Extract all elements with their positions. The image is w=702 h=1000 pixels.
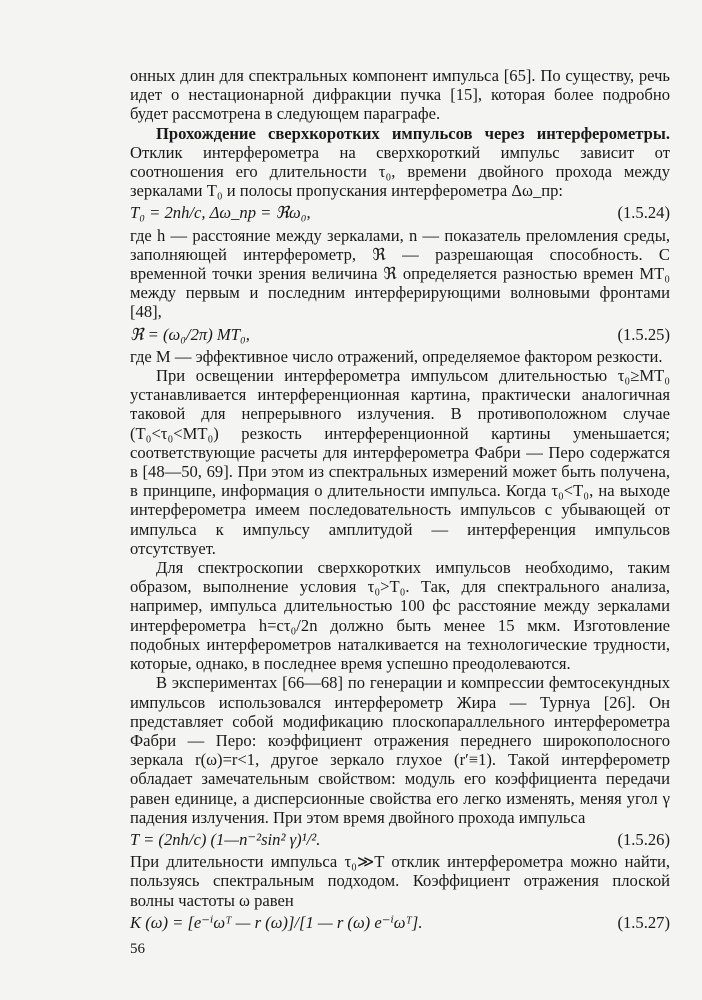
paragraph-illumination: При освещении интерферометра импульсом длительностью τ₀≥MT₀ устанавливается интерференционная картина, практически аналогичная таковой для непрерывного излучения. В противоположном случае (T₀<τ₀<MT₀) резкость интерференционной картины уменьшается; соответствующие расчеты для интерферометра Фабри — Перо содержатся в [48—50, 69]. При этом из спектральных измерений может быть получена, в принципе, информация о длительности импульса. Когда τ₀<T₀, на выходе интерферометра имеем последовательность импульсов с убывающей от импульса к импульсу амплитудой — интерференция импульсов отсутствует.: [130, 366, 670, 558]
equation-formula: K (ω) = [e⁻ⁱωᵀ — r (ω)]/[1 — r (ω) e⁻ⁱωᵀ].: [130, 912, 423, 932]
equation-1-5-27: [130, 913, 670, 932]
equation-1-5-25: [130, 325, 670, 344]
equation-formula: ℜ = (ω₀/2π) MT₀,: [130, 324, 250, 344]
equation-number: (1.5.24): [617, 203, 670, 223]
paragraph-after-eq2: где M — эффективное число отражений, определяемое фактором резкости.: [130, 346, 663, 366]
paragraph-intro: онных длин для спектральных компонент импульса [65]. По существу, речь идет о нестационарной дифракции пучка [15], которая более подробно будет рассмотрена в следующем параграфе.: [130, 66, 670, 124]
page-number: 56: [130, 941, 145, 957]
paragraph-after-eq3: При длительности импульса τ₀≫T отклик интерферометра можно найти, пользуясь спектральным подходом. Коэффициент отражения плоской волны частоты ω равен: [130, 852, 670, 910]
paragraph-interferometers: [130, 124, 670, 201]
paragraph-experiments: В экспериментах [66—68] по генерации и компрессии фемтосекундных импульсов использовался интерферометр Жира — Турнуа [26]. Он представляет собой модификацию плоскопараллельного интерферометра Фабри — Перо: коэффициент отражения переднего широкополосного зеркала r(ω)=r<1, другое зеркало глухое (r′≡1). Такой интерферометр обладает замечательным свойством: модуль его коэффициента передачи равен единице, а дисперсионные свойства его легко изменять, меняя угол γ падения излучения. При этом время двойного прохода импульса: [130, 673, 670, 827]
section-heading: Прохождение сверхкоротких импульсов через интерферометры.: [156, 123, 670, 143]
paragraph-spectroscopy: Для спектроскопии сверхкоротких импульсов необходимо, таким образом, выполнение условия τ₀>T₀. Так, для спектрального анализа, например, импульса длительностью 100 фс расстояние между зеркалами интерферометра h=cτ₀/2n должно быть менее 15 мкм. Изготовление подобных интерферометров наталкивается на технологические трудности, которые, однако, в последнее время успешно преодолеваются.: [130, 558, 670, 674]
equation-1-5-24: [130, 203, 670, 222]
equation-formula: T = (2nh/c) (1—n⁻²sin² γ)¹/².: [130, 829, 321, 849]
equation-1-5-26: [130, 830, 670, 849]
paragraph-after-eq1: где h — расстояние между зеркалами, n — показатель преломления среды, заполняющей интерферометр, ℜ — разрешающая способность. С временной точки зрения величина ℜ определяется разностью времен MT₀ между первым и последним интерферирующими волновыми фронтами [48],: [130, 225, 670, 322]
equation-number: (1.5.27): [617, 912, 670, 932]
equation-number: (1.5.25): [617, 324, 670, 344]
page-body: [130, 66, 670, 935]
equation-number: (1.5.26): [617, 829, 670, 849]
equation-formula: T₀ = 2nh/c, Δω_пр = ℜω₀,: [130, 203, 311, 223]
paragraph-interferometers-text: Отклик интерферометра на сверхкороткий импульс зависит от соотношения его длительности τ₀, времени двойного прохода между зеркалами T₀ и полосы пропускания интерферометра Δω_пр:: [130, 142, 670, 201]
